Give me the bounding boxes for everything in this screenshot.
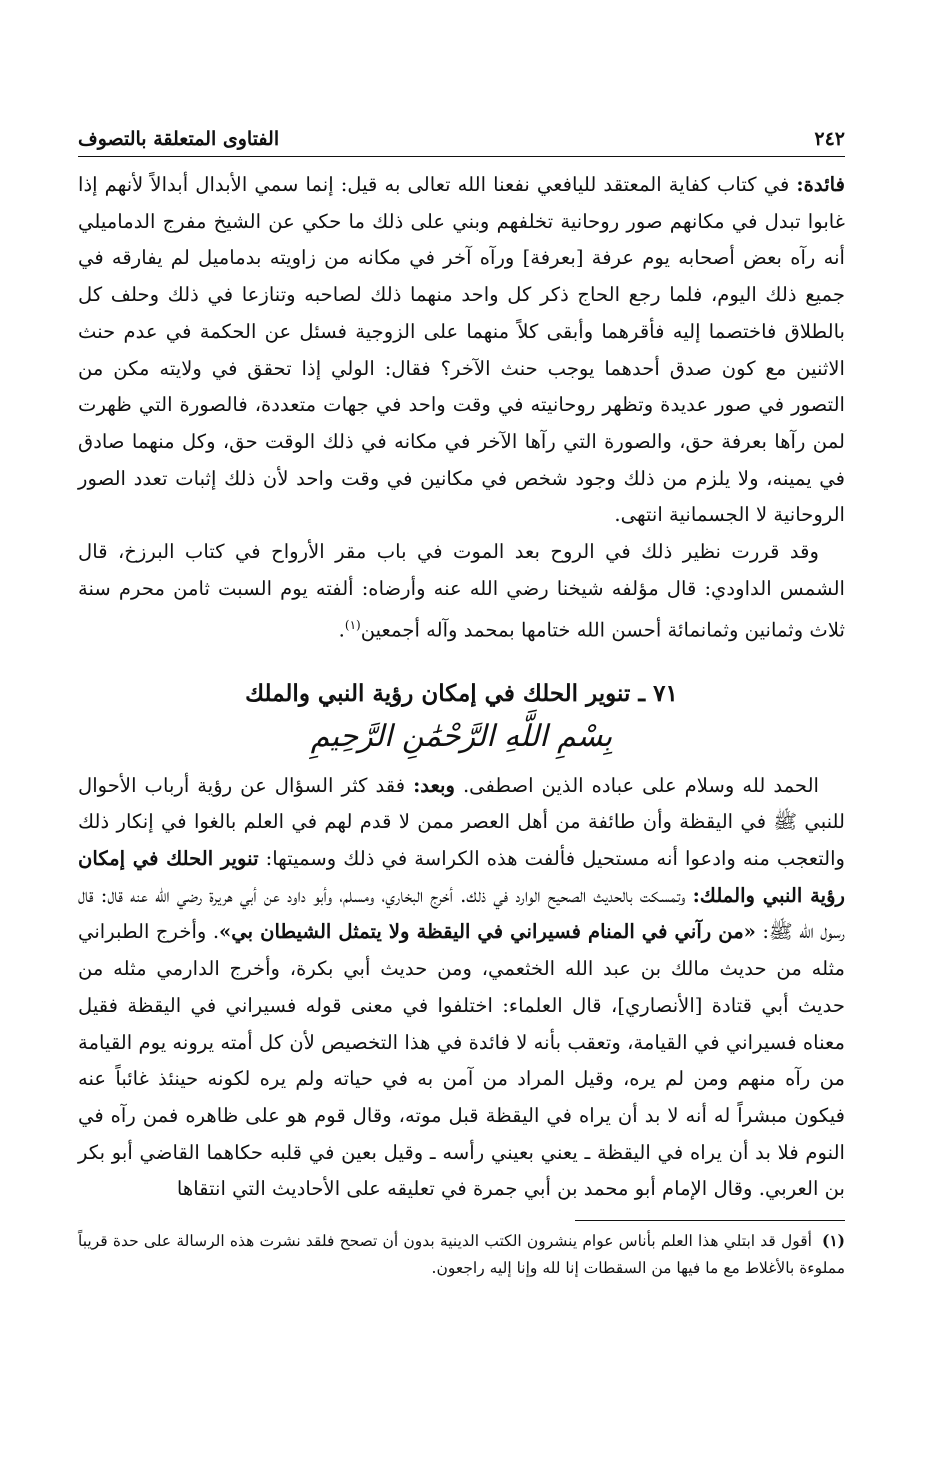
footnote: [78, 1227, 845, 1282]
main-text-c: فقد كثر السؤال عن رؤية أرباب الأحوال للنبي ﷺ في اليقظة وأن طائفة من أهل العصر ممن لا قدم لهم في العلم بالغوا في إنكار ذلك والتعجب منه وادعوا أنه مستحيل فألفت هذه الكراسة في ذلك وسميتها:: [78, 773, 845, 871]
basmala-calligraphy: بِسْمِ اللَّهِ الرَّحْمَٰنِ الرَّحِيمِ: [310, 718, 613, 754]
main-text-bold-hadith: «من رآني في المنام فسيراني في اليقظة ولا يتمثل الشيطان بي»: [219, 920, 756, 944]
paragraph-main: [78, 768, 845, 1208]
footnote-divider: [575, 1220, 845, 1221]
footnote-text: أقول قد ابتلي هذا العلم بأناس عوام ينشرون الكتب الدينية بدون أن تصحح فلقد نشرت هذه الرسالة على حدة قريباً مملوءة بالأغلاط مع ما فيها من السقطات إنا لله وإنا إليه راجعون.: [78, 1232, 845, 1278]
colophon-end: .: [338, 618, 345, 642]
paragraph-colophon: [78, 534, 845, 650]
book-page: [78, 128, 845, 1282]
colophon-text: وقد قررت نظير ذلك في الروح بعد الموت في باب مقر الأرواح في كتاب البرزخ، قال الشمس الداودي: قال مؤلفه شيخنا رضي الله عنه وأرضاه: ألفته يوم السبت ثامن محرم سنة ثلاث وثمانين وثمانمائة أحسن الله ختامها بمحمد وآله أجمعين: [78, 540, 845, 642]
main-text-g: . وأخرج الطبراني مثله من حديث مالك بن عبد الله الخثعمي، ومن حديث أبي بكرة، وأخرج الدارمي مثله من حديث أبي قتادة [الأنصاري]، قال العلماء: اختلفوا في معنى قوله فسيراني في اليقظة فقيل معناه فسيراني في القيامة، وتعقب بأنه لا فائدة في هذا التخصيص لأن كل أمته يرونه يوم القيامة من رآه منهم ومن لم يره، وقيل المراد من آمن به في حياته ولم يره لكونه حينئذ غائباً عنه فيكون مبشراً له أنه لا بد أن يراه في اليقظة قبل موته، وقال قوم هو على ظاهره فمن رآه في النوم فلا بد أن يراه في اليقظة ـ يعني بعيني رأسه ـ وقيل بعين في قلبه حكاهما القاضي أبو بكر بن العربي. وقال الإمام أبو محمد بن أبي جمرة في تعليقه على الأحاديث التي انتقاها: [78, 920, 845, 1201]
main-text-bold-wabad: وبعد:: [413, 773, 455, 797]
footnote-number: (١): [821, 1231, 845, 1251]
page-header: [78, 128, 845, 157]
footnote-reference: (١): [344, 618, 361, 633]
section-title: ٧١ ـ تنوير الحلك في إمكان رؤية النبي والملك: [245, 679, 678, 707]
benefit-text: في كتاب كفاية المعتقد لليافعي نفعنا الله تعالى به قيل: إنما سمي الأبدال أبدالاً لأنهم إذا غابوا تبدل في مكانهم صور روحانية تخلفهم وبني على ذلك ما حكي عن الشيخ مفرج الدماميلي أنه رآه بعض أصحابه يوم عرفة [بعرفة] ورآه آخر في مكانه من زاويته بدماميل لم يفارقه في جميع ذلك اليوم، فلما رجع الحاج ذكر كل واحد منهما ذلك لصاحبه وتنازعا في ذلك وحلف كل بالطلاق فاختصما إليه فأقرهما وأبقى كلاً منهما على الزوجية فسئل عن الحكمة في عدم حنث الاثنين مع كون صدق أحدهما يوجب حنث الآخر؟ فقال: الولي إذا تحقق في ولايته مكن من التصور في صور عديدة وتظهر روحانيته في وقت واحد في جهات متعددة، فالصورة التي ظهرت لمن رآها بعرفة حق، والصورة التي رآها الآخر في مكانه في ذلك الوقت حق، وكل منهما صادق في يمينه، ولا يلزم من ذلك وجود شخص في مكانين في وقت واحد لأن ذلك إثبات تعدد الصور الروحانية لا الجسمانية انتهى.: [78, 173, 845, 527]
page-number: ٢٤٢: [814, 128, 845, 150]
main-text-a: الحمد لله وسلام على عباده الذين اصطفى.: [454, 773, 819, 797]
paragraph-benefit: [78, 167, 845, 534]
main-text-bold-title: تنوير الحلك في إمكان رؤية النبي والملك:: [78, 847, 845, 907]
main-text-e: وتمسكت بالحديث الصحيح الوارد في ذلك. أخرج البخاري، ومسلم، وأبو داود عن أبي هريرة رضي الله عنه قال: قال رسول الله ﷺ:: [78, 883, 845, 944]
running-title: الفتاوى المتعلقة بالتصوف: [78, 128, 280, 150]
benefit-lead: فائدة:: [796, 173, 845, 196]
